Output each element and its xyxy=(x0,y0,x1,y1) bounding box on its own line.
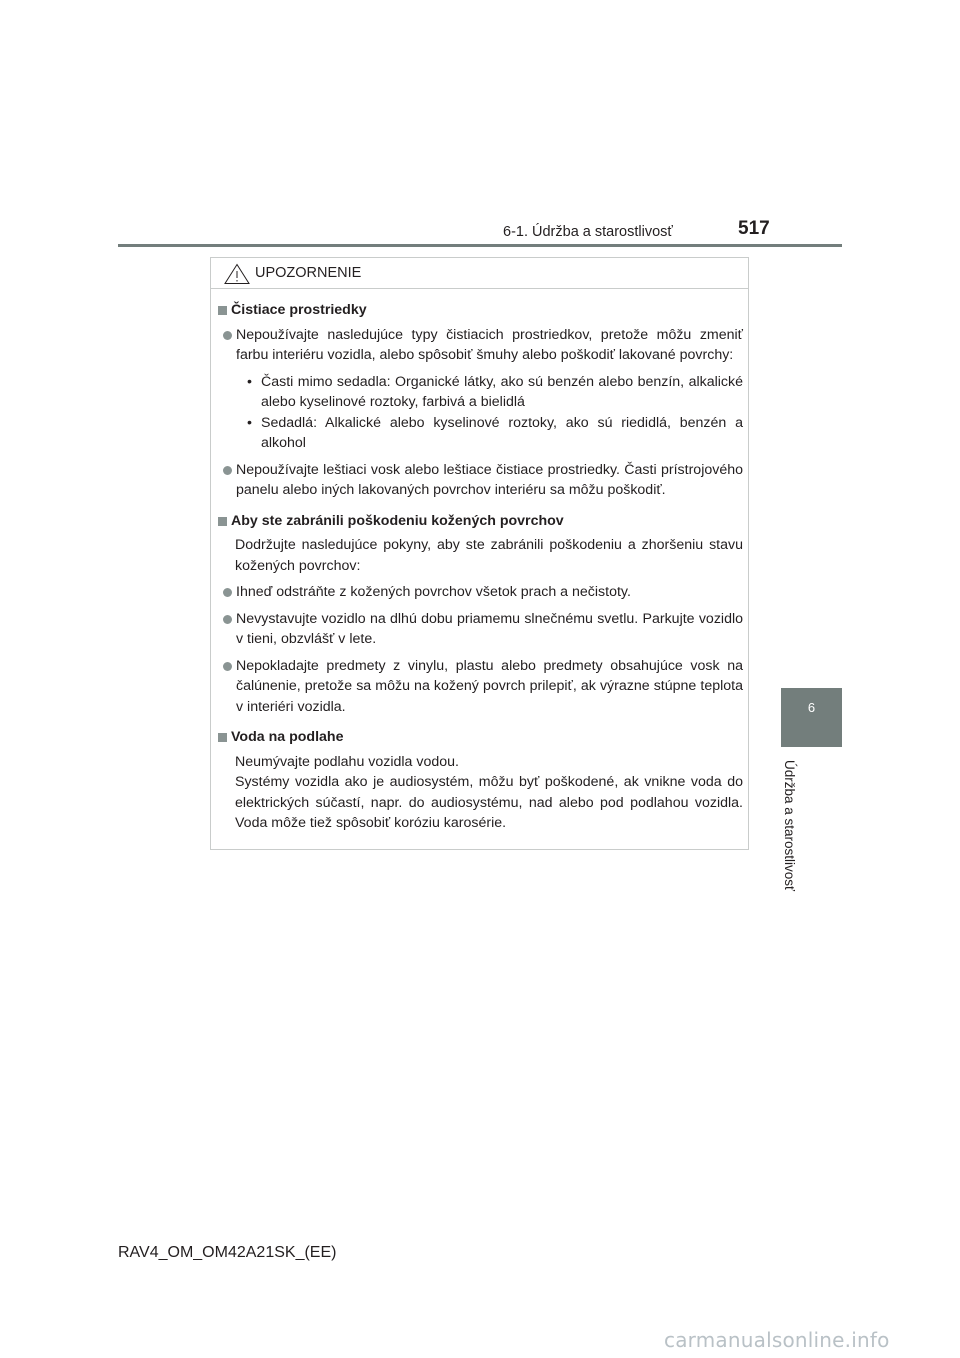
chapter-tab-number: 6 xyxy=(807,700,816,715)
chapter-tab xyxy=(781,688,842,747)
section-title-cleaning-agents xyxy=(217,300,743,321)
sub-bullet-mark: • xyxy=(247,414,252,431)
circle-bullet-icon xyxy=(223,331,232,340)
list-item xyxy=(223,582,743,603)
list-item-text: Nepoužívajte nasledujúce typy čistiacich prostriedkov, pretože môžu zmeniť farbu interiéru vozidla, alebo spôsobiť šmuhy alebo poškodiť lakované povrchy: xyxy=(236,326,743,363)
list-item xyxy=(223,460,743,501)
section-paragraph: Neumývajte podlahu vozidla vodou. xyxy=(235,753,459,770)
warning-box xyxy=(210,257,749,850)
list-item-text: Nepokladajte predmety z vinylu, plastu alebo predmety obsahujúce vosk na čalúnenie, pretože sa môžu na kožený povrch prilepiť, ak výrazne stúpne teplota v interiéri vozidla. xyxy=(236,657,743,715)
warning-content xyxy=(217,300,743,840)
header-rule xyxy=(118,244,842,247)
watermark: carmanualsonline.info xyxy=(664,1328,890,1352)
header-section-title: 6-1. Údržba a starostlivosť xyxy=(503,224,673,240)
section-paragraph: Systémy vozidla ako je audiosystém, môžu byť poškodené, ak vnikne voda do elektrických súčastí, napr. do audiosystému, nad alebo pod podlahou vozidla. Voda môže tiež spôsobiť koróziu karosérie. xyxy=(235,774,743,831)
list-item xyxy=(223,609,743,650)
list-item-text: Ihneď odstráňte z kožených povrchov všetok prach a nečistoty. xyxy=(236,584,631,600)
warning-header xyxy=(211,258,748,289)
page-number: 517 xyxy=(738,218,770,239)
list-item-text: Nepoužívajte leštiaci vosk alebo leštiace čistiace prostriedky. Časti prístrojového panelu alebo iných lakovaných povrchov interiéru sa môžu poškodiť. xyxy=(236,461,743,498)
circle-bullet-icon xyxy=(223,662,232,671)
section-title-text: Voda na podlahe xyxy=(231,729,344,745)
list-item-text: Nevystavujte vozidlo na dlhú dobu priamemu slnečnému svetlu. Parkujte vozidlo v tieni, obzvlášť v lete. xyxy=(236,610,743,647)
section-title-text: Aby ste zabránili poškodeniu kožených povrchov xyxy=(231,512,564,529)
list-item xyxy=(223,656,743,718)
square-bullet-icon xyxy=(218,517,227,526)
footer-document-code: RAV4_OM_OM42A21SK_(EE) xyxy=(118,1244,337,1261)
section-title-floor-water xyxy=(217,727,743,748)
sub-list-item-text: Časti mimo sedadla: Organické látky, ako sú benzén alebo benzín, alkalické alebo kyselinové roztoky, farbivá a bielidlá xyxy=(261,373,743,410)
section-title-leather xyxy=(217,511,743,532)
circle-bullet-icon xyxy=(223,588,232,597)
sub-bullet-mark: • xyxy=(247,373,252,390)
circle-bullet-icon xyxy=(223,615,232,624)
sub-list-item-text: Sedadlá: Alkalické alebo kyselinové roztoky, ako sú riedidlá, benzén a alkohol xyxy=(261,414,743,451)
section-intro: Dodržujte nasledujúce pokyny, aby ste zabránili poškodeniu a zhoršeniu stavu kožených povrchov: xyxy=(235,537,743,574)
section-title-text: Čistiace prostriedky xyxy=(231,302,367,318)
square-bullet-icon xyxy=(218,306,227,315)
square-bullet-icon xyxy=(218,733,227,742)
list-item xyxy=(223,325,743,366)
circle-bullet-icon xyxy=(223,466,232,475)
chapter-tab-label xyxy=(782,760,808,910)
warning-title: UPOZORNENIE xyxy=(255,265,362,281)
warning-triangle-icon xyxy=(224,263,250,290)
chapter-tab-label-text: Údržba a starostlivosť xyxy=(782,760,797,892)
sub-list-item xyxy=(247,372,743,413)
sub-list-item xyxy=(247,413,743,454)
